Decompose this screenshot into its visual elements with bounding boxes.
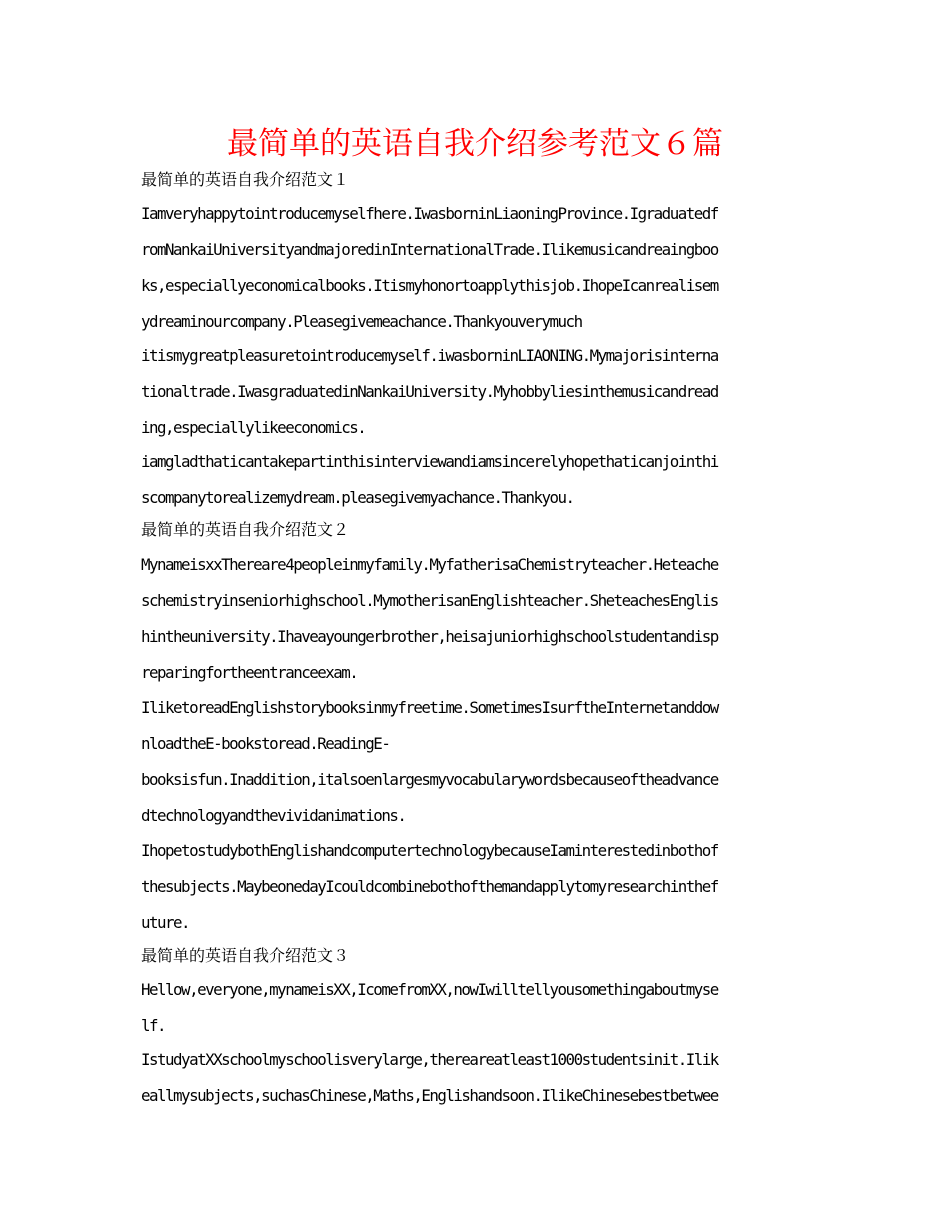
text-line: schemistryinseniorhighschool.MymotherisanEnglishteacher.SheteachesEnglis xyxy=(141,591,718,610)
text-line: iamgladthaticantakepartinthisinterviewandiamsincerelyhopethaticanjointhi xyxy=(141,452,718,471)
document-title: 最简单的英语自我介绍参考范文６篇 xyxy=(227,126,723,162)
text-line: Iamveryhappytointroducemyselfhere.IwasborninLiaoningProvince.Igraduatedf xyxy=(141,204,718,223)
text-line: uture. xyxy=(141,913,190,932)
text-line: scompanytorealizemydream.pleasegivemyachance.Thankyou. xyxy=(141,488,574,507)
text-line: ks,especiallyeconomicalbooks.Itismyhonortoapplythisjob.IhopeIcanrealisem xyxy=(141,276,718,295)
text-line: romNankaiUniversityandmajoredinInternationalTrade.Ilikemusicandreaingboo xyxy=(141,240,718,259)
text-line: booksisfun.Inaddition,italsoenlargesmyvocabularywordsbecauseoftheadvance xyxy=(141,770,718,789)
text-line: hintheuniversity.Ihaveayoungerbrother,heisajuniorhighschoolstudentandisp xyxy=(141,627,718,646)
section-heading-1: 最简单的英语自我介绍范文１ xyxy=(141,170,350,189)
text-line: ing,especiallylikeeconomics. xyxy=(141,418,366,437)
text-line: dtechnologyandthevividanimations. xyxy=(141,806,406,825)
text-line: reparingfortheentranceexam. xyxy=(141,663,358,682)
text-line: IhopetostudybothEnglishandcomputertechnologybecauseIaminterestedinbothof xyxy=(141,841,718,860)
section-heading-2: 最简单的英语自我介绍范文２ xyxy=(141,520,350,539)
text-line: IstudyatXXschoolmyschoolisverylarge,thereareatleast1000studentsinit.Ilik xyxy=(141,1050,718,1069)
text-line: MynameisxxThereare4peopleinmyfamily.MyfatherisaChemistryteacher.Heteache xyxy=(141,555,718,574)
text-line: lf. xyxy=(141,1016,166,1035)
text-line: nloadtheE-bookstoread.ReadingE- xyxy=(141,734,390,753)
text-line: thesubjects.MaybeonedayIcouldcombinebothofthemandapplytomyresearchinthef xyxy=(141,877,718,896)
section-heading-3: 最简单的英语自我介绍范文３ xyxy=(141,946,350,965)
text-line: IliketoreadEnglishstorybooksinmyfreetime.SometimesIsurftheInternetanddow xyxy=(141,698,718,717)
text-line: Hellow,everyone,mynameisXX,IcomefromXX,nowIwilltellyousomethingaboutmyse xyxy=(141,980,718,999)
text-line: eallmysubjects,suchasChinese,Maths,Englishandsoon.IlikeChinesebestbetwee xyxy=(141,1086,718,1105)
text-line: ydreaminourcompany.Pleasegivemeachance.Thankyouverymuch xyxy=(141,312,582,331)
text-line: tionaltrade.IwasgraduatedinNankaiUniversity.Myhobbyliesinthemusicandread xyxy=(141,382,718,401)
text-line: itismygreatpleasuretointroducemyself.iwasborninLIAONING.Mymajorisinterna xyxy=(141,346,718,365)
